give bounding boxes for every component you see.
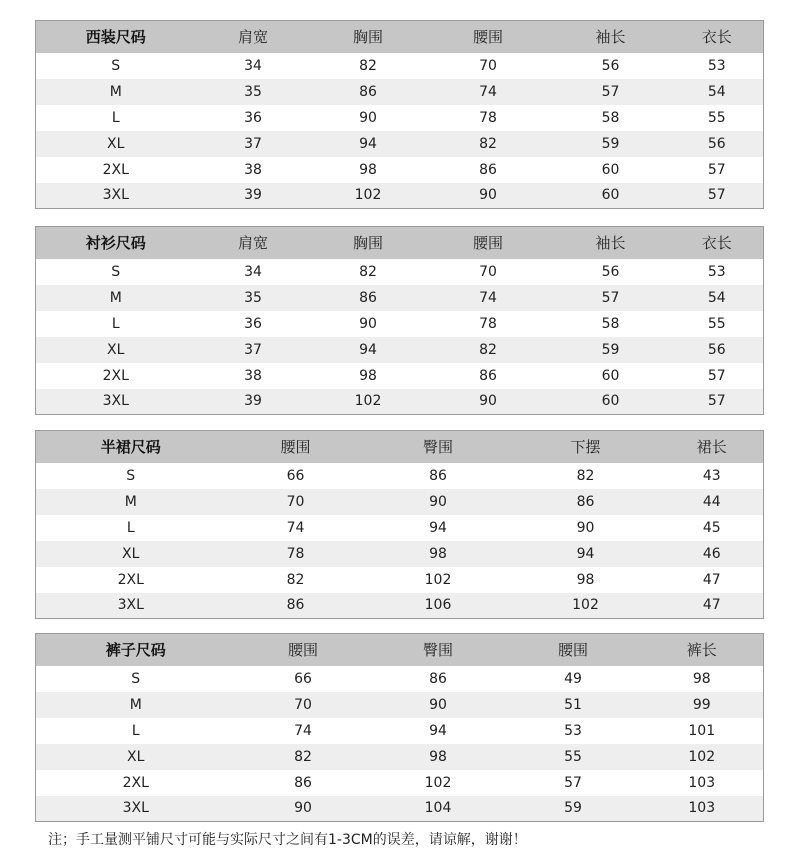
measurement-cell: 82 (359, 57, 377, 74)
shirt-size-table (35, 226, 764, 415)
measurement-cell: 54 (707, 289, 726, 306)
measurement-cell: 90 (479, 393, 497, 410)
measurement-cell: 78 (286, 545, 305, 562)
measurement-cell: 86 (359, 289, 377, 306)
measurement-cell: 94 (359, 135, 377, 152)
table-row (36, 567, 764, 593)
measurement-cell: 51 (564, 696, 582, 713)
measurement-cell: 82 (294, 748, 312, 765)
size-label: L (111, 315, 120, 332)
measurement-cell: 102 (354, 393, 382, 410)
table-row (36, 718, 764, 744)
measurement-cell: 82 (479, 341, 497, 358)
measurement-cell: 98 (359, 367, 377, 384)
table-header-row (36, 431, 764, 463)
measurement-cell: 60 (601, 187, 620, 204)
measurement-cell: 74 (479, 83, 497, 100)
size-label: XL (127, 748, 145, 765)
pants-size-table (35, 633, 764, 822)
measurement-cell: 74 (286, 519, 305, 536)
measurement-cell: 53 (707, 57, 726, 74)
size-label: XL (122, 545, 140, 562)
table-row (36, 337, 764, 363)
measurement-cell: 86 (359, 83, 377, 100)
measurement-cell: 59 (601, 341, 620, 358)
measurement-cell: 36 (244, 315, 262, 332)
size-label: XL (107, 341, 125, 358)
measurement-cell: 78 (479, 109, 497, 126)
measurement-cell: 54 (707, 83, 726, 100)
measurement-cell: 90 (429, 493, 447, 510)
measurement-cell: 70 (286, 493, 305, 510)
measurement-cell: 47 (702, 571, 721, 588)
measurement-cell: 86 (429, 467, 447, 484)
table-header-row (36, 634, 764, 666)
measurement-cell: 55 (707, 109, 726, 126)
table-row (36, 53, 764, 79)
measurement-cell: 98 (429, 545, 447, 562)
size-label: L (111, 109, 120, 126)
measurement-cell: 58 (601, 109, 620, 126)
table-title: 西装尺码 (85, 28, 146, 47)
measurement-cell: 94 (359, 341, 377, 358)
measurement-cell: 82 (576, 467, 595, 484)
measurement-cell: 57 (564, 774, 582, 791)
measurement-cell: 57 (707, 393, 726, 410)
size-label: L (126, 519, 135, 536)
measurement-cell: 104 (424, 800, 452, 817)
measurement-cell: 103 (688, 800, 716, 817)
measurement-cell: 90 (479, 187, 497, 204)
size-label: M (109, 289, 122, 306)
measurement-cell: 82 (479, 135, 497, 152)
measurement-cell: 35 (244, 83, 262, 100)
table-row (36, 796, 764, 822)
measurement-cell: 46 (702, 545, 721, 562)
measurement-cell: 101 (688, 722, 716, 739)
measurement-cell: 39 (244, 393, 262, 410)
measurement-cell: 57 (707, 187, 726, 204)
measurement-cell: 56 (707, 341, 726, 358)
size-label: L (131, 722, 140, 739)
measurement-cell: 82 (359, 263, 377, 280)
measurement-cell: 56 (601, 263, 620, 280)
measurement-cell: 66 (294, 670, 312, 687)
column-header: 胸围 (352, 234, 383, 253)
size-label: S (126, 467, 136, 484)
table-title: 半裙尺码 (100, 438, 161, 457)
column-header: 袖长 (595, 28, 626, 47)
column-header: 肩宽 (237, 28, 268, 47)
column-header: 腰围 (472, 234, 503, 253)
measurement-cell: 35 (244, 289, 262, 306)
column-header: 腰围 (287, 641, 318, 660)
table-row (36, 770, 764, 796)
column-header: 下摆 (570, 438, 601, 457)
measurement-cell: 70 (294, 696, 312, 713)
measurement-cell: 37 (244, 135, 262, 152)
measurement-cell: 38 (244, 161, 262, 178)
size-label: 3XL (117, 597, 144, 614)
measurement-cell: 36 (244, 109, 262, 126)
measurement-cell: 60 (601, 367, 620, 384)
table-row (36, 541, 764, 567)
measurement-cell: 98 (576, 571, 595, 588)
measurement-cell: 74 (479, 289, 497, 306)
measurement-cell: 60 (601, 161, 620, 178)
measurement-cell: 86 (294, 774, 312, 791)
measurement-cell: 45 (702, 519, 721, 536)
table-row (36, 259, 764, 285)
size-label: S (111, 57, 121, 74)
measurement-cell: 57 (601, 83, 620, 100)
measurement-cell: 98 (429, 748, 447, 765)
measurement-cell: 98 (359, 161, 377, 178)
column-header: 腰围 (557, 641, 588, 660)
size-label: M (124, 493, 137, 510)
measurement-cell: 47 (702, 597, 721, 614)
measurement-cell: 49 (564, 670, 582, 687)
size-label: M (129, 696, 142, 713)
measurement-cell: 53 (707, 263, 726, 280)
measurement-cell: 59 (564, 800, 582, 817)
column-header: 衣长 (701, 28, 732, 47)
measurement-cell: 82 (286, 571, 305, 588)
measurement-cell: 55 (564, 748, 582, 765)
measurement-cell: 102 (354, 187, 382, 204)
table-row (36, 183, 764, 209)
table-row (36, 105, 764, 131)
measurement-cell: 37 (244, 341, 262, 358)
measurement-cell: 94 (576, 545, 595, 562)
measurement-cell: 99 (692, 696, 711, 713)
table-row (36, 593, 764, 619)
measurement-cell: 102 (424, 774, 452, 791)
column-header: 腰围 (472, 28, 503, 47)
table-row (36, 311, 764, 337)
table-row (36, 79, 764, 105)
measurement-cell: 102 (572, 597, 599, 614)
measurement-cell: 102 (688, 748, 716, 765)
table-row (36, 692, 764, 718)
table-title: 衬衫尺码 (85, 234, 146, 253)
measurement-cell: 86 (479, 161, 497, 178)
table-row (36, 463, 764, 489)
measurement-cell: 39 (244, 187, 262, 204)
size-label: 2XL (122, 774, 149, 791)
measurement-cell: 78 (479, 315, 497, 332)
table-row (36, 666, 764, 692)
measurement-cell: 90 (359, 315, 377, 332)
column-header: 臀围 (422, 641, 453, 660)
measurement-cell: 55 (707, 315, 726, 332)
measurement-cell: 57 (707, 161, 726, 178)
measurement-cell: 70 (479, 263, 497, 280)
table-title: 裤子尺码 (105, 641, 166, 660)
measurement-cell: 102 (424, 571, 452, 588)
measurement-cell: 58 (601, 315, 620, 332)
measurement-cell: 103 (688, 774, 716, 791)
size-label: 3XL (102, 393, 129, 410)
column-header: 臀围 (422, 438, 453, 457)
measurement-cell: 90 (359, 109, 377, 126)
measurement-cell: 44 (702, 493, 721, 510)
measurement-cell: 56 (601, 57, 620, 74)
measurement-cell: 98 (692, 670, 711, 687)
measurement-cell: 106 (424, 597, 452, 614)
suit-size-table (35, 20, 764, 209)
measurement-cell: 34 (244, 263, 262, 280)
table-row (36, 131, 764, 157)
measurement-cell: 59 (601, 135, 620, 152)
measurement-cell: 38 (244, 367, 262, 384)
table-header-row (36, 227, 764, 259)
table-row (36, 157, 764, 183)
column-header: 衣长 (701, 234, 732, 253)
measurement-note: 注；手工量测平铺尺寸可能与实际尺寸之间有1-3CM的误差，请谅解，谢谢！ (48, 832, 527, 848)
measurement-cell: 74 (294, 722, 312, 739)
measurement-cell: 53 (564, 722, 582, 739)
measurement-cell: 90 (429, 696, 447, 713)
measurement-cell: 43 (702, 467, 721, 484)
size-label: S (111, 263, 121, 280)
measurement-cell: 94 (429, 722, 447, 739)
column-header: 腰围 (280, 438, 311, 457)
measurement-cell: 94 (429, 519, 447, 536)
size-label: 2XL (117, 571, 144, 588)
size-label: 2XL (102, 367, 129, 384)
measurement-cell: 86 (479, 367, 497, 384)
column-header: 袖长 (595, 234, 626, 253)
measurement-cell: 86 (576, 493, 595, 510)
table-row (36, 389, 764, 415)
size-label: XL (107, 135, 125, 152)
table-header-row (36, 21, 764, 53)
column-header: 裤长 (686, 641, 717, 660)
measurement-cell: 86 (286, 597, 305, 614)
size-label: M (109, 83, 122, 100)
size-label: 2XL (102, 161, 129, 178)
column-header: 肩宽 (237, 234, 268, 253)
measurement-cell: 57 (707, 367, 726, 384)
table-row (36, 515, 764, 541)
measurement-cell: 90 (294, 800, 312, 817)
size-label: S (131, 670, 141, 687)
table-row (36, 363, 764, 389)
column-header: 胸围 (352, 28, 383, 47)
table-row (36, 489, 764, 515)
size-label: 3XL (102, 187, 129, 204)
size-label: 3XL (122, 800, 149, 817)
column-header: 裙长 (696, 438, 727, 457)
measurement-cell: 90 (576, 519, 595, 536)
measurement-cell: 57 (601, 289, 620, 306)
measurement-cell: 56 (707, 135, 726, 152)
measurement-cell: 66 (286, 467, 305, 484)
measurement-cell: 60 (601, 393, 620, 410)
measurement-cell: 86 (429, 670, 447, 687)
measurement-cell: 34 (244, 57, 262, 74)
measurement-cell: 70 (479, 57, 497, 74)
table-row (36, 285, 764, 311)
skirt-size-table (35, 430, 764, 619)
table-row (36, 744, 764, 770)
